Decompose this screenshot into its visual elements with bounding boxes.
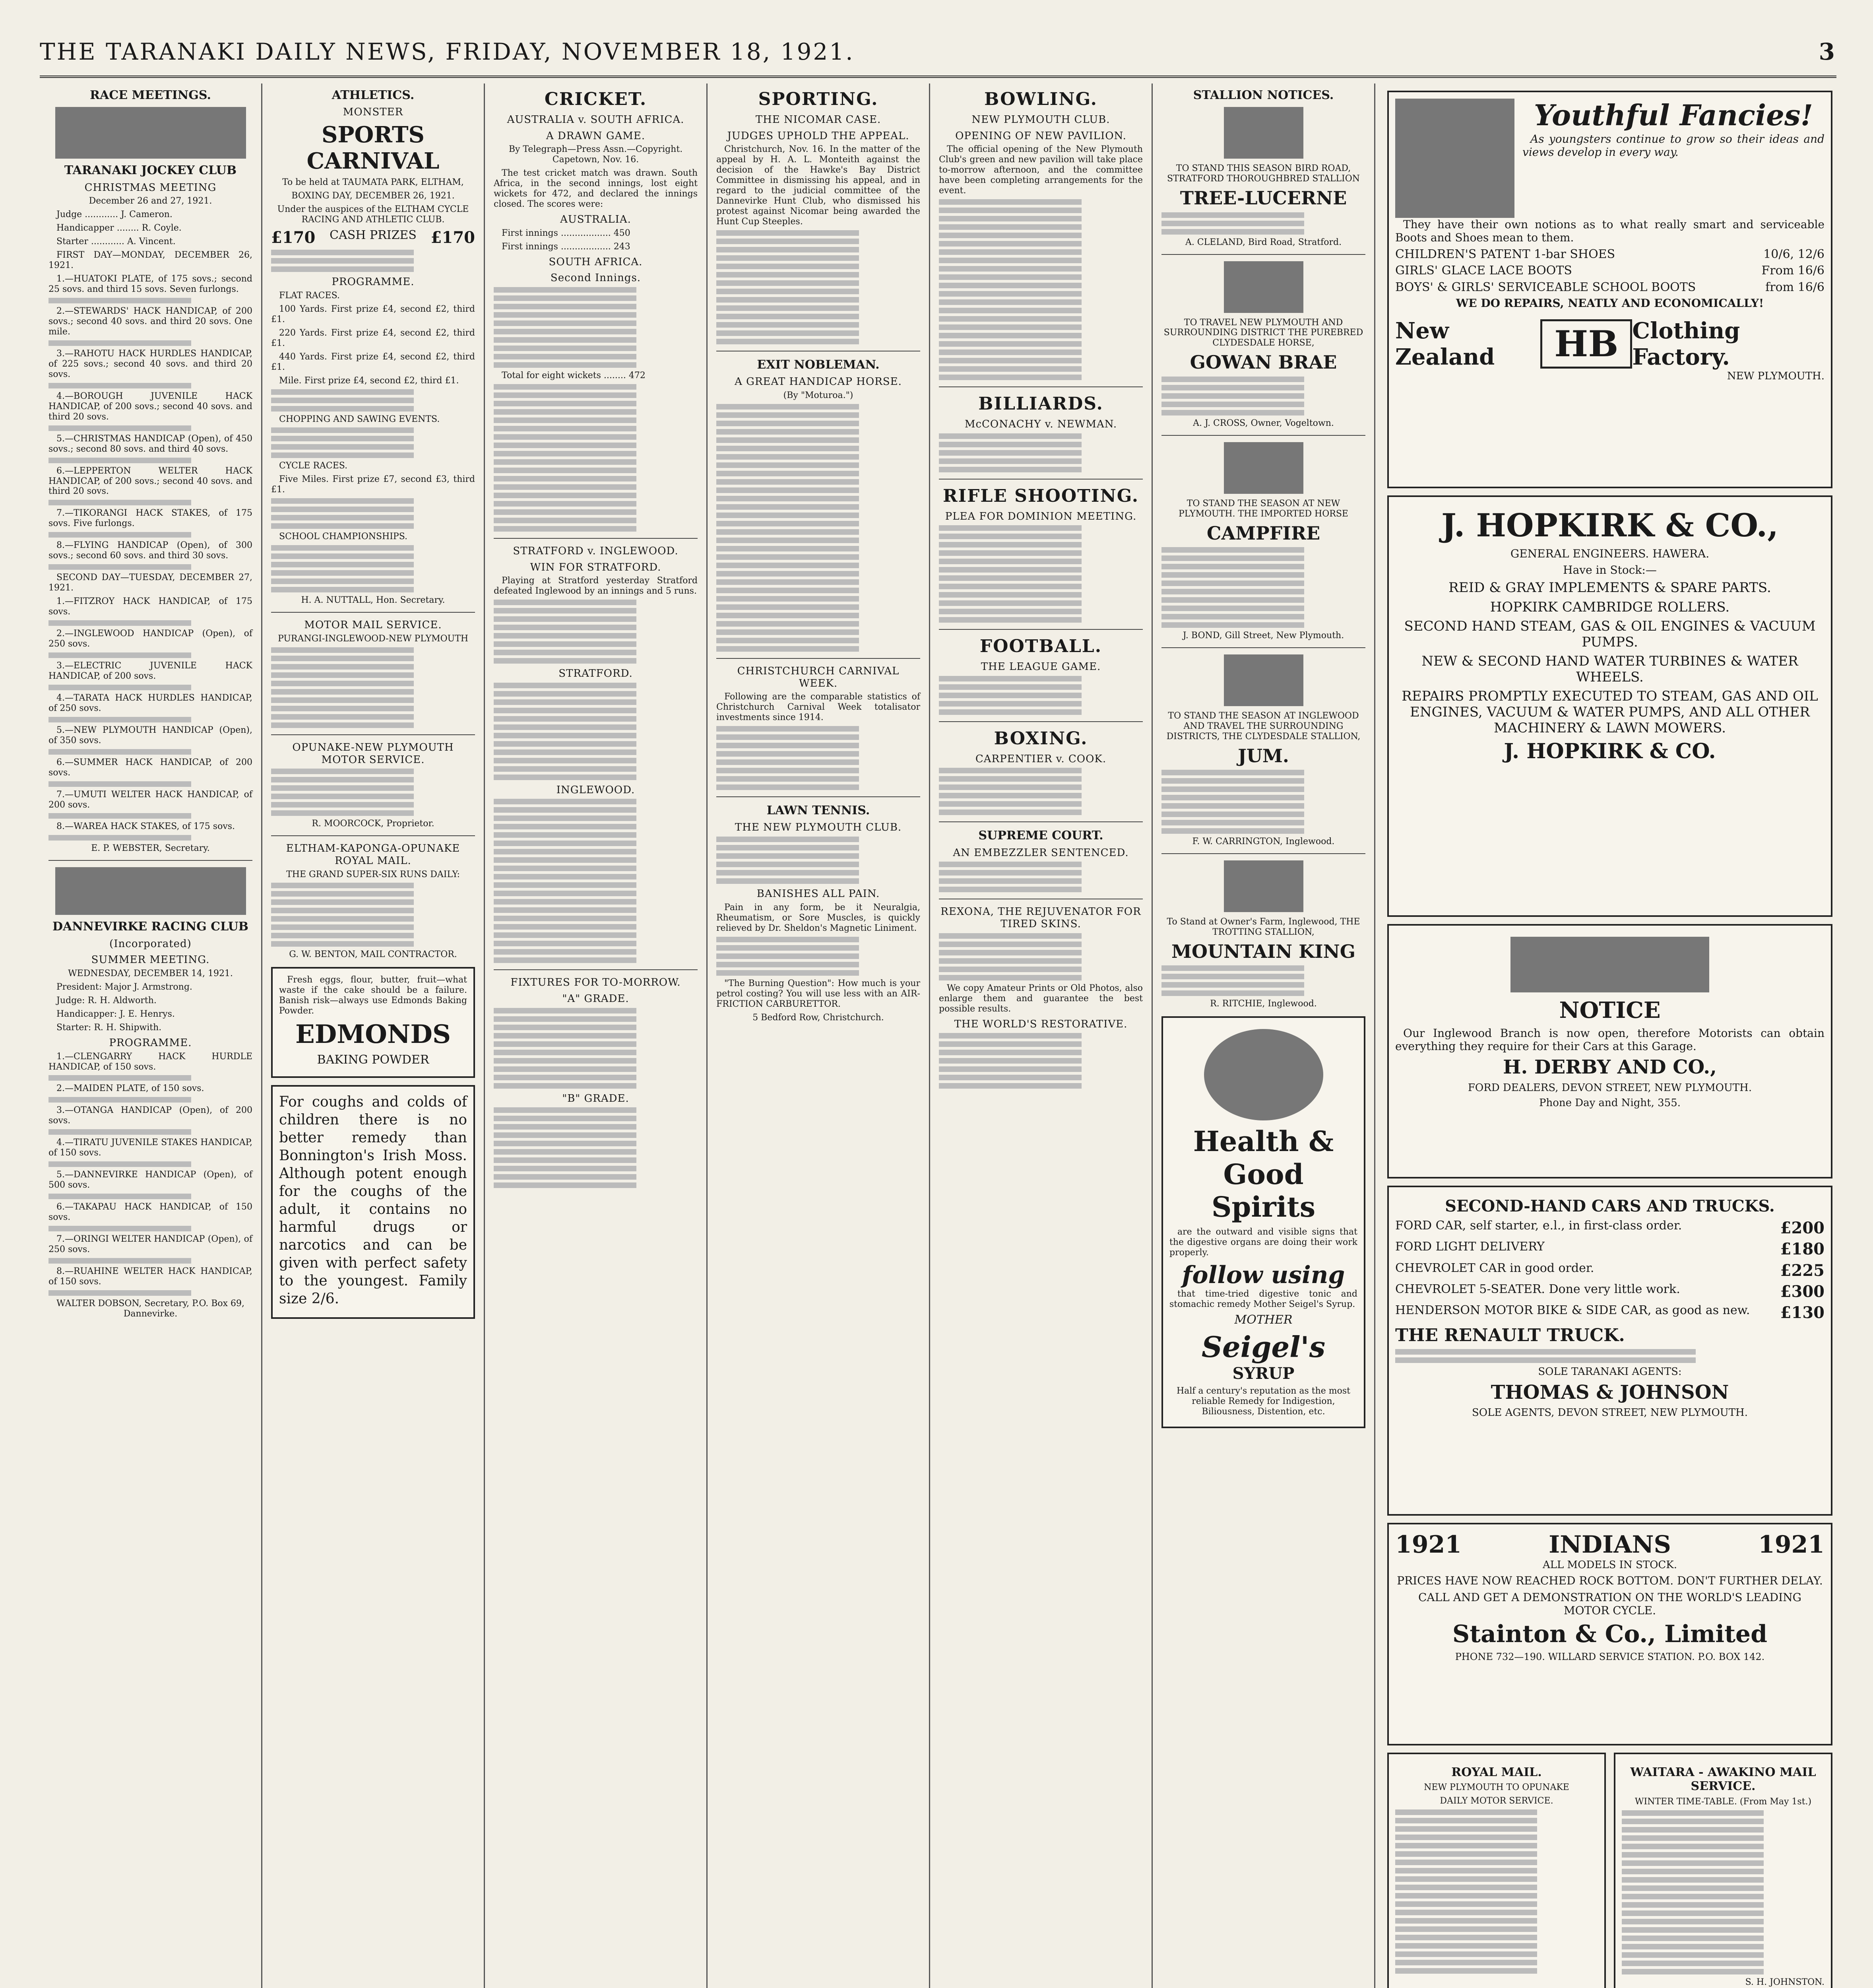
match-heading: STRATFORD v. INGLEWOOD. xyxy=(513,545,679,557)
derby-advert xyxy=(1387,924,1832,1178)
stallion-pre: TO STAND THE SEASON AT NEW PLYMOUTH. THE IMPORTED HORSE xyxy=(1179,498,1348,519)
youthful-body: As youngsters continue to grow so their ideas and views develop in every way. xyxy=(1522,132,1825,159)
car-item: FORD LIGHT DELIVERY xyxy=(1395,1240,1545,1254)
hb-logo: HB xyxy=(1540,319,1632,369)
ad-body: "The Burning Question": How much is your petrol costing? You will use less with an AIR-FRICTION CARBURETTOR. xyxy=(716,978,920,1009)
meeting-title: CHRISTMAS MEETING xyxy=(84,181,217,194)
indians-body: PRICES HAVE NOW REACHED ROCK BOTTOM. DON'T FURTHER DELAY. xyxy=(1397,1574,1823,1588)
race-entry: 3.—ELECTRIC JUVENILE HACK HANDICAP, of 200 sovs. xyxy=(48,660,252,681)
meeting-dates: December 26 and 27, 1921. xyxy=(89,196,212,206)
column-display-adverts xyxy=(1375,83,1836,1988)
race-entry: 2.—STEWARDS' HACK HANDICAP, of 200 sovs.; second 40 sovs. and third 20 sovs. One mile. xyxy=(48,306,252,337)
column-stallion-notices xyxy=(1153,83,1375,1988)
day-heading: FIRST DAY—MONDAY, DECEMBER 26, 1921. xyxy=(48,250,252,271)
horse-illustration xyxy=(1224,261,1303,313)
stainton-name: Stainton & Co., Limited xyxy=(1452,1620,1768,1648)
stallion-pre: To Stand at Owner's Farm, Inglewood, THE TROTTING STALLION, xyxy=(1167,916,1360,937)
team-heading: AUSTRALIA. xyxy=(560,213,631,225)
waitara-timetable xyxy=(1614,1753,1832,1988)
motor-heading: MOTOR MAIL SERVICE. xyxy=(304,619,442,631)
stallion-pre: TO STAND THIS SEASON BIRD ROAD, STRATFORD THOROUGHBRED STALLION xyxy=(1167,163,1360,184)
column-sporting xyxy=(708,83,930,1988)
ad-heading: BANISHES ALL PAIN. xyxy=(756,888,880,900)
horse-illustration xyxy=(1224,442,1303,494)
sub2: A DRAWN GAME. xyxy=(546,130,646,142)
follow-heading: follow using xyxy=(1182,1261,1345,1289)
meeting-title: SUMMER MEETING. xyxy=(91,954,210,966)
race-entry: 4.—TIRATU JUVENILE STAKES HANDICAP, of 150 sovs. xyxy=(48,1138,252,1158)
signoff: H. A. NUTTALL, Hon. Secretary. xyxy=(301,595,445,606)
total: Total for eight wickets ........ 472 xyxy=(502,370,646,381)
horse-illustration xyxy=(1224,654,1303,706)
story-sub: CARPENTIER v. COOK. xyxy=(975,753,1107,765)
stallion-name: MOUNTAIN KING xyxy=(1171,940,1355,962)
derby-phone: Phone Day and Night, 355. xyxy=(1539,1097,1681,1109)
health-body: are the outward and visible signs that the digestive organs are doing their work properly. xyxy=(1169,1227,1357,1258)
price-item: GIRLS' GLACE LACE BOOTS xyxy=(1395,264,1572,278)
race-entry: 7.—ORINGI WELTER HANDICAP (Open), of 250 sovs. xyxy=(48,1234,252,1254)
car-row xyxy=(1395,1282,1825,1301)
thomas-name: THOMAS & JOHNSON xyxy=(1491,1381,1729,1404)
event: CYCLE RACES. xyxy=(279,461,348,471)
price-value: from 16/6 xyxy=(1765,280,1825,294)
event: SCHOOL CHAMPIONSHIPS. xyxy=(279,532,408,542)
column-athletics xyxy=(262,83,485,1988)
stallion-sign: A. J. CROSS, Owner, Vogeltown. xyxy=(1193,418,1334,428)
story-heading: BILLIARDS. xyxy=(978,394,1103,414)
page-number: 3 xyxy=(1819,38,1836,65)
price-row xyxy=(1395,264,1825,278)
masthead xyxy=(40,28,1836,78)
hopkirk-name: J. HOPKIRK & CO., xyxy=(1441,507,1779,544)
horse-racing-illustration xyxy=(55,107,246,159)
hopkirk-item: SECOND HAND STEAM, GAS & OIL ENGINES & VACUUM PUMPS. xyxy=(1404,618,1816,650)
official: Handicapper ........ R. Coyle. xyxy=(56,223,182,233)
stallion-name: CAMPFIRE xyxy=(1206,522,1320,544)
timetable-sign: S. H. JOHNSTON. xyxy=(1745,1977,1825,1987)
hb-youthful-advert xyxy=(1387,91,1832,488)
car-row xyxy=(1395,1219,1825,1237)
official: President: Major J. Armstrong. xyxy=(56,982,192,992)
ad-body: We copy Amateur Prints or Old Photos, also enlarge them and guarantee the best possible results. xyxy=(939,983,1143,1014)
indians-heading: INDIANS xyxy=(1549,1531,1671,1559)
hb-town: NEW PLYMOUTH. xyxy=(1727,370,1825,382)
indians-year: 1921 xyxy=(1395,1531,1462,1559)
event: FLAT RACES. xyxy=(279,290,340,301)
masthead-title: THE TARANAKI DAILY NEWS, FRIDAY, NOVEMBER 18, 1921. xyxy=(40,38,855,65)
carnival-title: SPORTS CARNIVAL xyxy=(306,122,440,175)
car-price: £200 xyxy=(1780,1219,1825,1238)
motor-sub: PURANGI-INGLEWOOD-NEW PLYMOUTH xyxy=(277,633,469,644)
body: The test cricket match was drawn. South Africa, in the second innings, lost eight wickets for 472, and declared the innings closed. The scores were: xyxy=(494,168,698,210)
column-cricket xyxy=(485,83,708,1988)
event: CHOPPING AND SAWING EVENTS. xyxy=(279,414,440,424)
horse-illustration xyxy=(1224,860,1303,912)
car-row xyxy=(1395,1240,1825,1258)
score: First innings .................. 243 xyxy=(502,241,630,252)
race-entry: 3.—OTANGA HANDICAP (Open), of 200 sovs. xyxy=(48,1105,252,1126)
story-heading: FOOTBALL. xyxy=(979,636,1102,657)
youthful-heading: Youthful Fancies! xyxy=(1534,98,1813,132)
story-sub: THE NEW PLYMOUTH CLUB. xyxy=(735,821,902,834)
story-heading: SUPREME COURT. xyxy=(978,829,1103,843)
prize-right: £170 xyxy=(430,228,475,247)
stallion-name: TREE-LUCERNE xyxy=(1180,187,1347,209)
car-price: £180 xyxy=(1780,1240,1825,1259)
seigel-logo: Seigel's xyxy=(1201,1330,1326,1364)
official: Handicapper: J. E. Henrys. xyxy=(56,1009,175,1019)
opunake-sign: R. MOORCOCK, Proprietor. xyxy=(312,819,434,829)
indians-call: CALL AND GET A DEMONSTRATION ON THE WORLD'S LEADING MOTOR CYCLE. xyxy=(1418,1590,1802,1617)
price-row xyxy=(1395,280,1825,294)
prize-mid: CASH PRIZES xyxy=(330,228,417,243)
programme-heading: PROGRAMME. xyxy=(332,276,415,288)
follow-body: that time-tried digestive tonic and stomachic remedy Mother Seigel's Syrup. xyxy=(1169,1289,1357,1310)
sub2: OPENING OF NEW PAVILION. xyxy=(955,130,1127,142)
team-heading: SOUTH AFRICA. xyxy=(549,256,643,268)
kicker: MONSTER xyxy=(343,106,403,118)
official: Judge: R. H. Aldworth. xyxy=(56,996,157,1006)
stallion-sign: J. BOND, Gill Street, New Plymouth. xyxy=(1183,630,1344,641)
meeting-date: WEDNESDAY, DECEMBER 14, 1921. xyxy=(68,969,233,979)
car-price: £225 xyxy=(1780,1261,1825,1280)
hopkirk-item: HOPKIRK CAMBRIDGE ROLLERS. xyxy=(1490,599,1730,615)
race-entry: 6.—SUMMER HACK HANDICAP, of 200 sovs. xyxy=(48,757,252,778)
car-row xyxy=(1395,1261,1825,1280)
club-name: TARANAKI JOCKEY CLUB xyxy=(64,163,237,178)
innings-heading: Second Innings. xyxy=(550,272,641,284)
official: Judge ............ J. Cameron. xyxy=(56,210,173,220)
opunake-heading: OPUNAKE-NEW PLYMOUTH MOTOR SERVICE. xyxy=(292,741,454,766)
stallion-sign: F. W. CARRINGTON, Inglewood. xyxy=(1192,836,1335,846)
indians-sub: ALL MODELS IN STOCK. xyxy=(1542,1559,1677,1571)
story-heading: EXIT NOBLEMAN. xyxy=(757,357,880,372)
thomas-sub: SOLE AGENTS, DEVON STREET, NEW PLYMOUTH. xyxy=(1472,1407,1748,1419)
prize-left: £170 xyxy=(271,228,316,247)
section-heading: ATHLETICS. xyxy=(332,88,415,102)
section-heading: STALLION NOTICES. xyxy=(1193,88,1334,102)
edmonds-intro: Fresh eggs, flour, butter, fruit—what waste if the cake should be a failure. Banish risk—always use Edmonds Baking Powder. xyxy=(279,975,467,1016)
section-heading: CRICKET. xyxy=(544,89,647,109)
derby-sub: FORD DEALERS, DEVON STREET, NEW PLYMOUTH. xyxy=(1468,1081,1752,1094)
ad-address: 5 Bedford Row, Christchurch. xyxy=(752,1012,884,1023)
hopkirk-item: REID & GRAY IMPLEMENTS & SPARE PARTS. xyxy=(1448,580,1771,596)
sub: AUSTRALIA v. SOUTH AFRICA. xyxy=(507,113,684,126)
column-race-meetings xyxy=(40,83,262,1988)
body: Christchurch, Nov. 16. In the matter of the appeal by H. A. L. Monteith against the decision of the Hawke's Bay District Committee in dismissing his appeal, and in regard to the judicial committee of the Dannevirke Hunt Club, who dismissed his protest against Nicomar being awarded the Hunt Cup Steeples. xyxy=(716,144,920,227)
byline: (By "Moturoa.") xyxy=(783,390,853,400)
race-entry: 8.—WAREA HACK STAKES, of 175 sovs. xyxy=(56,821,235,832)
venue: To be held at TAUMATA PARK, ELTHAM, xyxy=(282,177,464,188)
irish-moss-advert xyxy=(271,1085,475,1319)
price-item: BOYS' & GIRLS' SERVICEABLE SCHOOL BOOTS xyxy=(1395,280,1696,294)
indians-year: 1921 xyxy=(1758,1531,1825,1559)
horse-racing-illustration xyxy=(55,867,246,915)
score: First innings .................. 450 xyxy=(502,228,630,238)
race-entry: 4.—TARATA HACK HURDLES HANDICAP, of 250 sovs. xyxy=(48,693,252,713)
seigel-small: MOTHER xyxy=(1234,1313,1293,1327)
race-entry: 6.—TAKAPAU HACK HANDICAP, of 150 sovs. xyxy=(48,1202,252,1223)
section-heading: BOWLING. xyxy=(984,89,1097,109)
hopkirk-stock: Have in Stock:— xyxy=(1563,563,1657,577)
indians-advert xyxy=(1387,1523,1832,1745)
official: Starter ............ A. Vincent. xyxy=(56,237,176,247)
stallion-sign: A. CLELAND, Bird Road, Stratford. xyxy=(1185,237,1342,247)
agents-label: SOLE TARANAKI AGENTS: xyxy=(1538,1366,1682,1378)
race-entry: 2.—MAIDEN PLATE, of 150 sovs. xyxy=(56,1083,204,1094)
eltham-heading: ELTHAM-KAPONGA-OPUNAKE ROYAL MAIL. xyxy=(286,843,460,867)
children-illustration xyxy=(1395,99,1514,218)
team-heading: INGLEWOOD. xyxy=(556,784,635,796)
race-entry: 1.—FITZROY HACK HANDICAP, of 175 sovs. xyxy=(48,596,252,617)
signoff: WALTER DOBSON, Secretary, P.O. Box 69, Dannevirke. xyxy=(56,1298,245,1319)
stallion-name: GOWAN BRAE xyxy=(1190,351,1337,373)
programme-heading: PROGRAMME. xyxy=(109,1037,192,1049)
grade-heading: "A" GRADE. xyxy=(562,993,629,1005)
royal-mail-timetable xyxy=(1387,1753,1606,1988)
car-item: CHEVROLET CAR in good order. xyxy=(1395,1261,1594,1275)
section-heading: RACE MEETINGS. xyxy=(90,88,211,102)
mail-timetables xyxy=(1387,1753,1832,1988)
price-value: 10/6, 12/6 xyxy=(1763,247,1825,262)
ad-heading: THE WORLD'S RESTORATIVE. xyxy=(954,1018,1128,1030)
match-sub: WIN FOR STRATFORD. xyxy=(530,561,661,573)
stallion-sign: R. RITCHIE, Inglewood. xyxy=(1210,998,1317,1009)
prize-banner xyxy=(271,228,475,247)
match-body: Playing at Stratford yesterday Stratford defeated Inglewood by an innings and 5 runs. xyxy=(494,576,698,596)
hb-repairs: WE DO REPAIRS, NEATLY AND ECONOMICALLY! xyxy=(1456,297,1764,310)
race-entry: 5.—DANNEVIRKE HANDICAP (Open), of 500 sovs. xyxy=(48,1170,252,1190)
ad-body: Pain in any form, be it Neuralgia, Rheumatism, or Sore Muscles, is quickly relieved by Dr. Sheldon's Magnetic Liniment. xyxy=(716,902,920,933)
car-row xyxy=(1395,1303,1825,1322)
club-name: DANNEVIRKE RACING CLUB xyxy=(52,920,249,934)
seigels-advert xyxy=(1161,1016,1365,1428)
price-row xyxy=(1395,247,1825,261)
edmonds-advert xyxy=(271,967,475,1078)
race-entry: 8.—FLYING HANDICAP (Open), of 300 sovs.; second 60 sovs. and third 30 sovs. xyxy=(48,540,252,561)
story-sub: A GREAT HANDICAP HORSE. xyxy=(735,376,902,388)
hb-body: They have their own notions as to what really smart and serviceable Boots and Shoes mean to them. xyxy=(1395,218,1825,245)
timetable-sub2: DAILY MOTOR SERVICE. xyxy=(1440,1796,1553,1806)
official: Starter: R. H. Shipwith. xyxy=(56,1022,162,1033)
signoff: E. P. WEBSTER, Secretary. xyxy=(91,843,210,854)
story-sub: AN EMBEZZLER SENTENCED. xyxy=(953,846,1129,859)
hb-right: Clothing Factory. xyxy=(1632,318,1740,371)
motorcar-illustration xyxy=(1510,937,1709,992)
car-price: £300 xyxy=(1780,1282,1825,1301)
renault-heading: THE RENAULT TRUCK. xyxy=(1395,1325,1625,1346)
car-item: FORD CAR, self starter, e.l., in first-class order. xyxy=(1395,1219,1682,1233)
cars-advert xyxy=(1387,1186,1832,1516)
race-entry: 1.—HUATOKI PLATE, of 175 sovs.; second 25 sovs. and third 15 sovs. Seven furlongs. xyxy=(48,274,252,295)
car-item: HENDERSON MOTOR BIKE & SIDE CAR, as good as new. xyxy=(1395,1303,1750,1317)
story-sub: THE LEAGUE GAME. xyxy=(981,661,1101,673)
event: Mile. First prize £4, second £2, third £1. xyxy=(279,375,459,386)
edmonds-logo: EDMONDS xyxy=(295,1019,451,1050)
section-heading: SPORTING. xyxy=(758,89,878,109)
event: Five Miles. First prize £7, second £3, third £1. xyxy=(271,474,475,495)
event: 100 Yards. First prize £4, second £2, third £1. xyxy=(271,304,475,324)
edmonds-sub: BAKING POWDER xyxy=(317,1052,429,1067)
story-heading: RIFLE SHOOTING. xyxy=(942,485,1139,506)
story-sub: McCONACHY v. NEWMAN. xyxy=(964,418,1117,430)
day-heading: SECOND DAY—TUESDAY, DECEMBER 27, 1921. xyxy=(48,573,252,593)
dateline: By Telegraph—Press Assn.—Copyright. Capetown, Nov. 16. xyxy=(508,144,683,165)
stallion-pre: TO STAND THE SEASON AT INGLEWOOD AND TRAVEL THE SURROUNDING DISTRICTS, THE CLYDESDALE STALLION, xyxy=(1166,711,1361,742)
car-item: CHEVROLET 5-SEATER. Done very little work. xyxy=(1395,1282,1680,1296)
hopkirk-sub: GENERAL ENGINEERS. HAWERA. xyxy=(1510,547,1710,561)
sub2: JUDGES UPHOLD THE APPEAL. xyxy=(727,130,909,142)
club-inc: (Incorporated) xyxy=(109,938,192,950)
race-entry: 2.—INGLEWOOD HANDICAP (Open), of 250 sovs. xyxy=(48,629,252,649)
timetable-heading: WAITARA - AWAKINO MAIL SERVICE. xyxy=(1630,1765,1816,1794)
health-heading: Health & Good Spirits xyxy=(1193,1124,1334,1224)
derby-name: H. DERBY AND CO., xyxy=(1503,1056,1717,1079)
story-sub: PLEA FOR DOMINION MEETING. xyxy=(945,510,1137,522)
notice-heading: NOTICE xyxy=(1559,997,1661,1023)
race-entry: 5.—NEW PLYMOUTH HANDICAP (Open), of 350 sovs. xyxy=(48,725,252,746)
hopkirk-advert xyxy=(1387,495,1832,917)
race-entry: 8.—RUAHINE WELTER HACK HANDICAP, of 150 sovs. xyxy=(48,1266,252,1287)
race-entry: 7.—TIKORANGI HACK STAKES, of 175 sovs. Five furlongs. xyxy=(48,508,252,529)
race-entry: 3.—RAHOTU HACK HURDLES HANDICAP, of 225 sovs.; second 40 sovs. and third 20 sovs. xyxy=(48,348,252,379)
race-entry: 4.—BOROUGH JUVENILE HACK HANDICAP, of 200 sovs.; second 40 sovs. and third 20 sovs. xyxy=(48,391,252,422)
story-body: Following are the comparable statistics of Christchurch Carnival Week totalisator investments since 1914. xyxy=(716,692,920,723)
story-heading: BOXING. xyxy=(994,728,1088,749)
notice-body: Our Inglewood Branch is now open, therefore Motorists can obtain everything they require for their Cars at this Garage. xyxy=(1395,1027,1825,1053)
stainton-foot: PHONE 732—190. WILLARD SERVICE STATION. P.O. BOX 142. xyxy=(1455,1651,1765,1663)
hopkirk-item: NEW & SECOND HAND WATER TURBINES & WATER WHEELS. xyxy=(1421,653,1798,685)
column-bowling xyxy=(930,83,1153,1988)
timetable-sub: NEW PLYMOUTH TO OPUNAKE xyxy=(1424,1782,1569,1793)
story-heading: CHRISTCHURCH CARNIVAL WEEK. xyxy=(737,665,900,689)
sub: THE NICOMAR CASE. xyxy=(755,113,881,126)
hopkirk-item: REPAIRS PROMPTLY EXECUTED TO STEAM, GAS AND OIL ENGINES, VACUUM & WATER PUMPS, AND ALL OTHER MACHINERY & LAWN MOWERS. xyxy=(1402,688,1818,736)
timetable-sub: WINTER TIME-TABLE. (From May 1st.) xyxy=(1635,1796,1812,1807)
cars-heading: SECOND-HAND CARS AND TRUCKS. xyxy=(1445,1197,1775,1215)
ad-heading: REXONA, THE REJUVENATOR FOR TIRED SKINS. xyxy=(940,906,1141,930)
event: 440 Yards. First prize £4, second £2, third £1. xyxy=(271,351,475,372)
portrait-illustration xyxy=(1204,1029,1323,1120)
price-value: From 16/6 xyxy=(1761,264,1825,278)
car-price: £130 xyxy=(1780,1303,1825,1322)
cough-text: For coughs and colds of children there is no better remedy than Bonnington's Irish Moss. Although potent enough for the coughs of the adult, it contains no harmful drugs or narcotics and can be given with perfect safety to the youngest. Family size 2/6. xyxy=(279,1094,467,1307)
race-entry: 1.—CLENGARRY HACK HURDLE HANDICAP, of 150 sovs. xyxy=(48,1051,252,1072)
price-item: CHILDREN'S PATENT 1-bar SHOES xyxy=(1395,247,1615,262)
race-entry: 7.—UMUTI WELTER HACK HANDICAP, of 200 sovs. xyxy=(48,789,252,810)
race-entry: 5.—CHRISTMAS HANDICAP (Open), of 450 sovs.; second 80 sovs. and third 40 sovs. xyxy=(48,433,252,454)
timetable-heading: ROYAL MAIL. xyxy=(1451,1765,1542,1779)
story-heading: LAWN TENNIS. xyxy=(766,804,870,818)
body: The official opening of the New Plymouth Club's green and new pavilion will take place to-morrow afternoon, and the committee have been completing arrangements for the event. xyxy=(939,144,1143,196)
hopkirk-sign: J. HOPKIRK & CO. xyxy=(1504,739,1716,764)
seigel-foot: Half a century's reputation as the most reliable Remedy for Indigestion, Biliousness, Distention, etc. xyxy=(1176,1386,1351,1417)
eltham-sub: THE GRAND SUPER-SIX RUNS DAILY: xyxy=(286,869,460,879)
dates: BOXING DAY, DECEMBER 26, 1921. xyxy=(291,191,455,201)
eltham-sign: G. W. BENTON, MAIL CONTRACTOR. xyxy=(289,949,457,960)
stallion-pre: TO TRAVEL NEW PLYMOUTH AND SURROUNDING DISTRICT THE PUREBRED CLYDESDALE HORSE, xyxy=(1163,317,1363,348)
fixtures-heading: FIXTURES FOR TO-MORROW. xyxy=(510,977,681,989)
sub: NEW PLYMOUTH CLUB. xyxy=(971,113,1110,126)
auspices: Under the auspices of the ELTHAM CYCLE RACING AND ATHLETIC CLUB. xyxy=(277,204,469,225)
horse-illustration xyxy=(1224,107,1303,159)
race-entry: 6.—LEPPERTON WELTER HACK HANDICAP, of 200 sovs.; second 40 sovs. and third 20 sovs. xyxy=(48,466,252,497)
hb-left: New Zealand xyxy=(1395,318,1495,371)
grade-heading: "B" GRADE. xyxy=(562,1092,629,1105)
stallion-name: JUM. xyxy=(1238,745,1289,767)
event: 220 Yards. First prize £4, second £2, third £1. xyxy=(271,328,475,348)
team-heading: STRATFORD. xyxy=(558,668,633,680)
seigel-sub: SYRUP xyxy=(1232,1364,1295,1383)
